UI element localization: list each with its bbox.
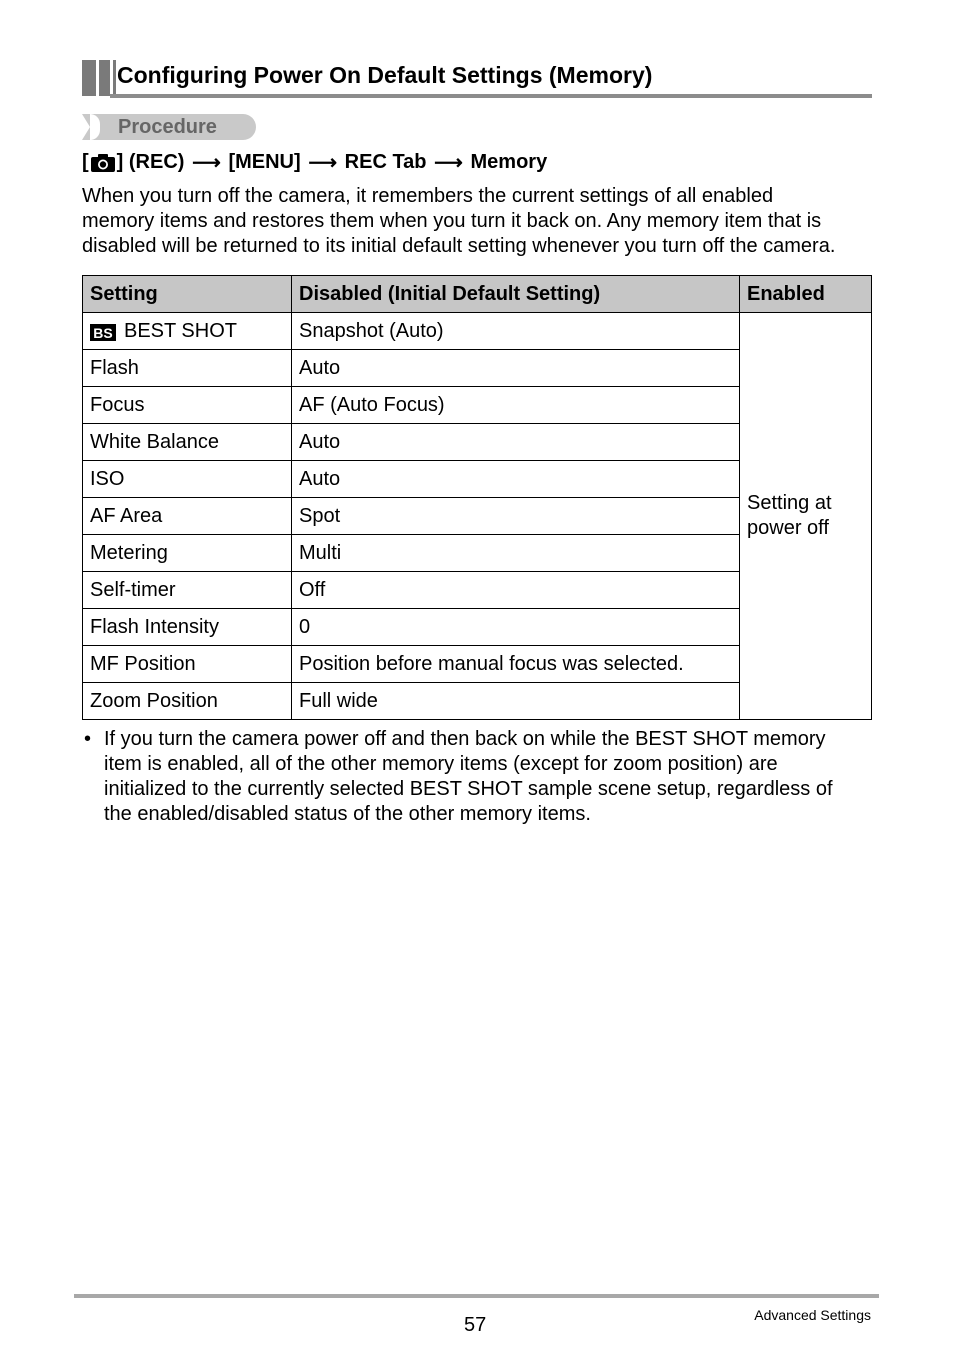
intro-line: disabled will be returned to its initial default setting whenever you turn off the camera.	[82, 235, 836, 257]
section-name: Advanced Settings	[754, 1307, 871, 1323]
setting-cell: Self-timer	[83, 572, 292, 609]
bullet-icon: •	[84, 728, 92, 750]
setting-cell: MF Position	[83, 646, 292, 683]
disabled-cell: 0	[292, 609, 740, 646]
heading-rule	[110, 94, 872, 98]
note-line: If you turn the camera power off and then back on while the BEST SHOT memory	[104, 728, 826, 750]
arrow-right-icon: ⟶	[192, 152, 221, 174]
disabled-cell: Auto	[292, 461, 740, 498]
heading-bar	[99, 60, 110, 96]
setting-cell: Metering	[83, 535, 292, 572]
path-rec-tab: REC Tab	[344, 151, 427, 173]
path-menu: [MENU]	[228, 151, 301, 173]
note-line: the enabled/disabled status of the other memory items.	[104, 803, 591, 825]
disabled-cell: Off	[292, 572, 740, 609]
setting-cell: Zoom Position	[83, 683, 292, 720]
intro-paragraph	[82, 184, 882, 259]
table-row	[83, 313, 872, 350]
setting-cell: Flash	[83, 350, 292, 387]
arrow-right-icon: ⟶	[308, 152, 337, 174]
disabled-cell: Full wide	[292, 683, 740, 720]
setting-cell: Flash Intensity	[83, 609, 292, 646]
enabled-cell: Setting at power off	[740, 313, 872, 720]
procedure-badge	[82, 114, 256, 140]
path-rec: ] (REC)	[116, 151, 185, 173]
page-number: 57	[464, 1314, 487, 1336]
note-line: item is enabled, all of the other memory items (except for zoom position) are	[104, 753, 778, 775]
setting-cell: Focus	[83, 387, 292, 424]
table-header-row	[83, 276, 872, 313]
note-line: initialized to the currently selected BEST SHOT sample scene setup, regardless of	[104, 778, 833, 800]
section-heading	[82, 58, 872, 98]
footer-rule	[74, 1294, 879, 1298]
path-memory: Memory	[470, 151, 548, 173]
procedure-label: Procedure	[118, 116, 217, 138]
disabled-cell: AF (Auto Focus)	[292, 387, 740, 424]
heading-bar	[113, 60, 116, 96]
menu-path	[82, 150, 547, 175]
disabled-cell: Snapshot (Auto)	[292, 313, 740, 350]
intro-line: When you turn off the camera, it remembers the current settings of all enabled	[82, 185, 774, 207]
memory-settings-table	[82, 275, 872, 720]
column-header-setting: Setting	[83, 276, 292, 313]
setting-cell: White Balance	[83, 424, 292, 461]
disabled-cell: Auto	[292, 424, 740, 461]
page-title: Configuring Power On Default Settings (Memory)	[117, 62, 653, 88]
heading-bar	[82, 60, 96, 96]
disabled-cell: Spot	[292, 498, 740, 535]
path-open-bracket: [	[82, 151, 89, 173]
disabled-cell: Position before manual focus was selected.	[292, 646, 740, 683]
best-shot-icon: BS	[90, 324, 116, 341]
column-header-enabled: Enabled	[740, 276, 872, 313]
setting-cell: AF Area	[83, 498, 292, 535]
setting-cell: BS BEST SHOT	[83, 313, 292, 350]
arrow-right-icon: ⟶	[434, 152, 463, 174]
setting-cell: ISO	[83, 461, 292, 498]
disabled-cell: Auto	[292, 350, 740, 387]
camera-icon	[90, 153, 116, 173]
disabled-cell: Multi	[292, 535, 740, 572]
intro-line: memory items and restores them when you turn it back on. Any memory item that is	[82, 210, 822, 232]
note-text	[104, 727, 884, 827]
column-header-disabled: Disabled (Initial Default Setting)	[292, 276, 740, 313]
